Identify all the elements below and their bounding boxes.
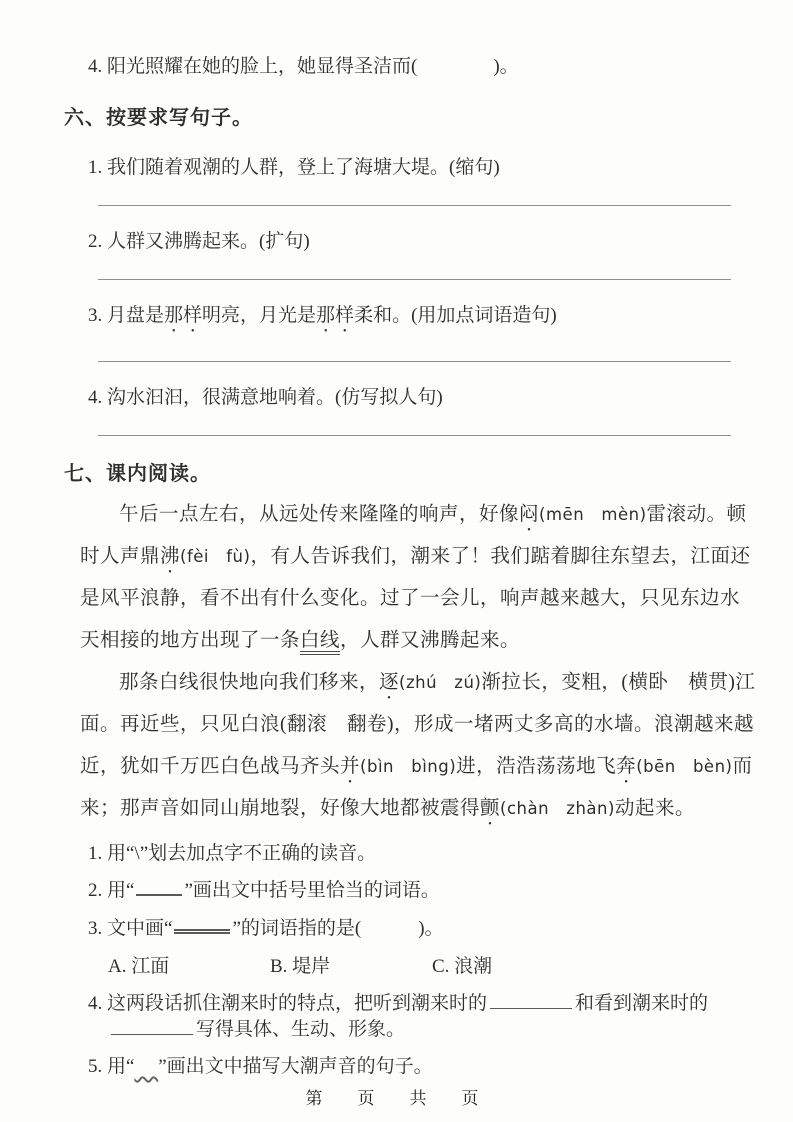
section-6-item-2: 2. 人群又沸腾起来。(扩句) [88,231,310,252]
question-3-options [108,954,757,980]
text-plain: 动起来。 [614,798,695,819]
option-c: C. 浪潮 [432,956,493,977]
double-underline-blank [174,915,230,934]
emphasized-word: 那样 [316,305,355,326]
text-plain: 柔和。(用加点词语造句) [354,305,557,326]
text-plain: 写得具体、生动、形象。 [196,1019,406,1040]
pinyin-choice: (bìn bìng) [360,757,457,776]
text-plain: ，人群又沸腾起来。 [340,630,521,651]
question-4 [88,991,757,1043]
double-underlined-word: 白线 [300,630,340,655]
answer-line [98,205,731,206]
section-6-item-3 [88,303,757,337]
emphasized-word: 闷 [519,504,540,525]
passage-paragraph-1 [64,494,757,662]
question-2 [88,878,757,904]
prev-section-item-4: 4. 阳光照耀在她的脸上，她显得圣洁而( )。 [88,56,519,77]
text-plain: 5. 用“ [88,1056,135,1077]
section-6-item-4: 4. 沟水汩汩，很满意地响着。(仿写拟人句) [88,387,443,408]
text-plain: ”的词语指的是( )。 [232,918,444,939]
text-plain: 渐拉长，变粗，(横卧 横贯)江面。再近些，只见白浪(翻滚 翻卷)，形成一堵两丈多高的水墙。浪潮越来越近，犹如千万匹白色战马齐头 [80,672,756,777]
reading-questions [64,841,757,1080]
question-3 [88,915,757,942]
emphasized-word: 奔 [616,756,637,777]
text-plain: ”画出文中括号里恰当的词语。 [184,880,440,901]
emphasized-word: 沸 [160,546,181,567]
pinyin-choice: (bēn bèn) [636,757,733,776]
section-6-title: 六、按要求写句子。 [64,107,253,129]
emphasized-word: 那样 [164,305,203,326]
section-7-title: 七、课内阅读。 [64,463,211,485]
pinyin-choice: (mēn mèn) [539,505,647,524]
pinyin-choice: (zhú zú) [399,673,482,692]
text-plain: 和看到潮来时的 [575,993,709,1014]
footer-page-label: 第 页 共 页 [305,1089,488,1108]
answer-line [98,279,731,280]
passage-paragraph-2 [64,662,757,830]
option-b: B. 堤岸 [270,956,331,977]
question-1: 1. 用“\”划去加点字不正确的读音。 [88,843,377,864]
single-underline-blank [136,879,182,896]
text-plain: 2. 用“ [88,880,135,901]
text-plain: 4. 这两段话抓住潮来时的特点，把听到潮来时的 [88,993,488,1014]
text-plain: 明亮，月光是 [202,305,317,326]
emphasized-word: 逐 [379,672,400,693]
text-plain: 而来；那声音如同山崩地裂，好像大地都被震得 [80,756,753,819]
emphasized-word: 颤 [480,798,501,819]
answer-line [98,435,731,436]
text-plain: 3. 月盘是 [88,305,165,326]
fill-in-blank [490,993,572,1009]
emphasized-word: 并 [340,756,361,777]
option-a: A. 江面 [108,956,170,977]
pinyin-choice: (fèi fù) [180,547,251,566]
text-plain: ，有人告诉我们，潮来了！我们踮着脚往东望去，江面还是风平浪静，看不出有什么变化。过了一会儿，响声越来越大，只见东边水天相接的地方出现了一条 [80,546,751,651]
reading-passage [64,494,757,830]
section-6-item-1: 1. 我们随着观潮的人群，登上了海塘大堤。(缩句) [88,157,500,178]
text-plain: 那条白线很快地向我们移来， [119,672,380,693]
text-plain: ”画出文中描写大潮声音的句子。 [158,1056,433,1077]
question-5 [88,1054,757,1080]
wavy-underline-blank [134,1056,158,1077]
answer-line [98,361,731,362]
pinyin-choice: (chàn zhàn) [500,799,615,818]
text-plain: 3. 文中画“ [88,918,173,939]
text-plain: 雷滚动。顿时人声鼎 [80,504,747,567]
fill-in-blank [111,1019,193,1035]
text-plain: 进，浩浩荡荡地飞 [456,756,617,777]
text-plain: 午后一点左右，从远处传来隆隆的响声，好像 [119,504,520,525]
